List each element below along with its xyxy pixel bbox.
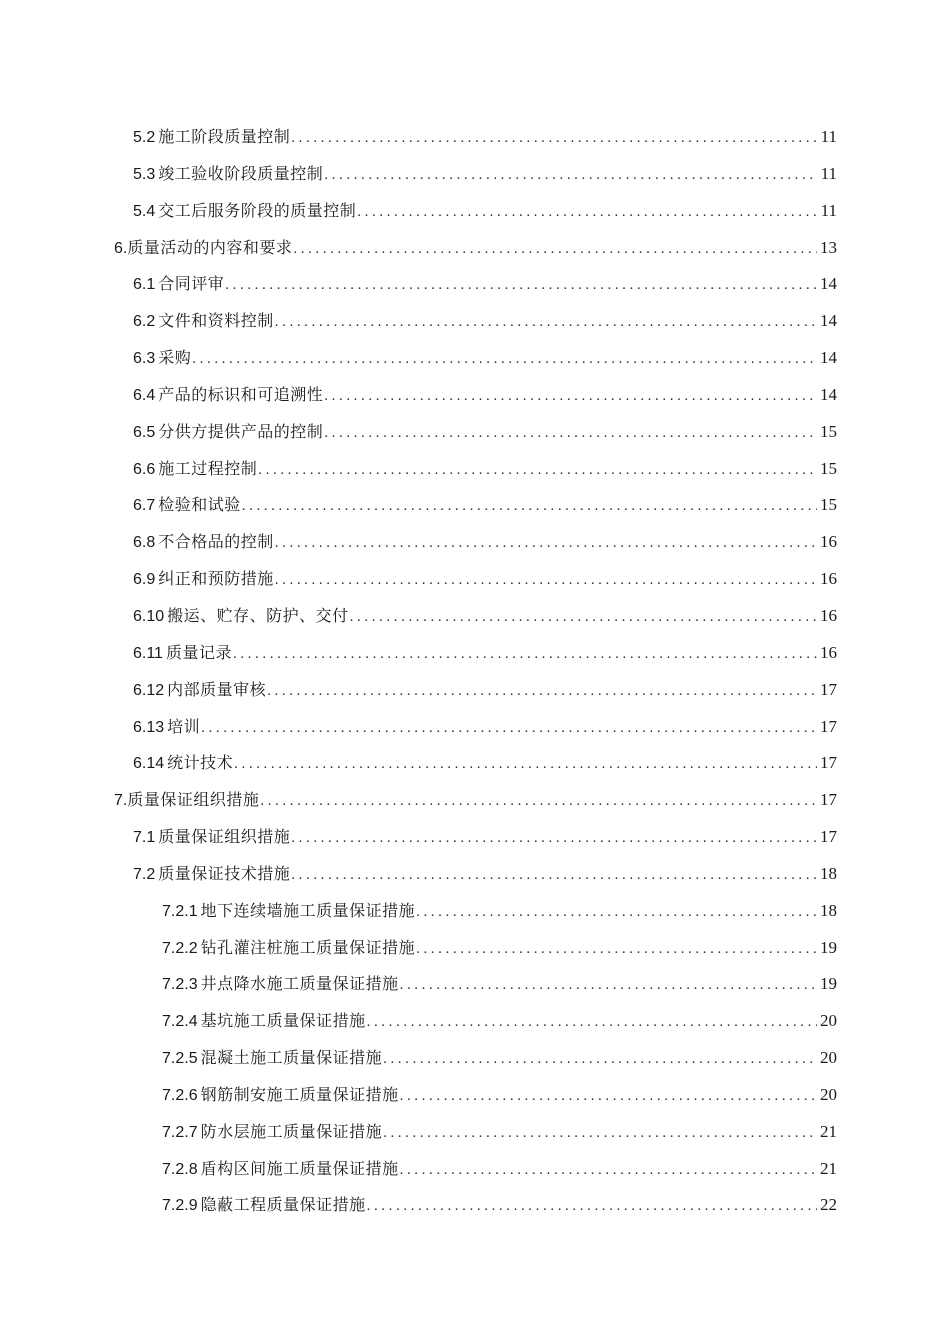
toc-title: 质量活动的内容和要求 bbox=[127, 237, 293, 257]
toc-title: 产品的标识和可追溯性 bbox=[158, 384, 324, 404]
toc-title: 混凝土施工质量保证措施 bbox=[200, 1048, 383, 1068]
toc-title: 钻孔灌注桩施工质量保证措施 bbox=[200, 937, 416, 957]
toc-entry-6-8[interactable] bbox=[0, 524, 950, 561]
toc-entry-5-2[interactable] bbox=[0, 119, 950, 156]
toc-number: 7.2.7 bbox=[162, 1123, 198, 1141]
toc-page-number: 14 bbox=[820, 384, 837, 404]
toc-page-number: 17 bbox=[820, 679, 837, 699]
toc-title: 合同评审 bbox=[158, 274, 225, 294]
toc-entry-7[interactable] bbox=[0, 782, 950, 819]
dot-leader bbox=[416, 894, 817, 930]
toc-number: 5.4 bbox=[133, 202, 156, 220]
toc-number: 7.2 bbox=[133, 865, 156, 883]
toc-number: 6.5 bbox=[133, 423, 156, 441]
toc-title: 钢筋制安施工质量保证措施 bbox=[200, 1084, 399, 1104]
toc-number: 7.2.6 bbox=[162, 1086, 198, 1104]
toc-number: 6.10 bbox=[133, 607, 165, 625]
toc-page-number: 13 bbox=[820, 237, 837, 257]
toc-number: 6.14 bbox=[133, 755, 165, 773]
dot-leader bbox=[367, 1004, 817, 1040]
toc-page-number: 17 bbox=[820, 716, 837, 736]
toc-title: 防水层施工质量保证措施 bbox=[200, 1121, 383, 1141]
toc-title: 质量保证组织措施 bbox=[127, 790, 260, 810]
toc-page-number: 17 bbox=[820, 827, 837, 847]
toc-title: 基坑施工质量保证措施 bbox=[200, 1011, 366, 1031]
dot-leader bbox=[324, 378, 817, 414]
toc-title: 隐蔽工程质量保证措施 bbox=[200, 1195, 366, 1215]
toc-title: 统计技术 bbox=[167, 753, 234, 773]
dot-leader bbox=[233, 636, 817, 672]
toc-entry-7-2-3[interactable] bbox=[0, 966, 950, 1003]
toc-entry-6-12[interactable] bbox=[0, 672, 950, 709]
toc-title: 地下连续墙施工质量保证措施 bbox=[200, 900, 416, 920]
toc-number: 6.7 bbox=[133, 497, 156, 515]
toc-number: 6.3 bbox=[133, 350, 156, 368]
toc-title: 质量保证技术措施 bbox=[158, 863, 291, 883]
toc-page-number: 17 bbox=[820, 790, 837, 810]
toc-number: 6.9 bbox=[133, 571, 156, 589]
toc-number: 7.2.1 bbox=[162, 902, 198, 920]
dot-leader bbox=[260, 783, 817, 819]
toc-title: 质量记录 bbox=[165, 642, 232, 662]
table-of-contents bbox=[0, 119, 950, 1224]
toc-entry-5-3[interactable] bbox=[0, 156, 950, 193]
toc-page-number: 16 bbox=[820, 569, 837, 589]
toc-entry-6-11[interactable] bbox=[0, 635, 950, 672]
toc-page-number: 21 bbox=[820, 1121, 837, 1141]
toc-entry-7-2-9[interactable] bbox=[0, 1187, 950, 1224]
toc-entry-6-4[interactable] bbox=[0, 377, 950, 414]
toc-page-number: 15 bbox=[820, 458, 837, 478]
toc-title: 竣工验收阶段质量控制 bbox=[158, 163, 324, 183]
toc-number: 6. bbox=[114, 239, 128, 257]
toc-number: 7. bbox=[114, 792, 128, 810]
toc-title: 内部质量审核 bbox=[167, 679, 267, 699]
toc-page-number: 14 bbox=[820, 274, 837, 294]
toc-page-number: 18 bbox=[820, 900, 837, 920]
dot-leader bbox=[225, 267, 817, 303]
toc-page-number: 20 bbox=[820, 1084, 837, 1104]
toc-page-number: 14 bbox=[820, 311, 837, 331]
toc-page-number: 17 bbox=[820, 753, 837, 773]
dot-leader bbox=[400, 1078, 817, 1114]
dot-leader bbox=[400, 967, 817, 1003]
dot-leader bbox=[234, 746, 817, 782]
toc-page-number: 16 bbox=[820, 642, 837, 662]
toc-entry-7-2[interactable] bbox=[0, 856, 950, 893]
toc-number: 7.2.8 bbox=[162, 1160, 198, 1178]
toc-entry-6[interactable] bbox=[0, 230, 950, 267]
dot-leader bbox=[416, 931, 817, 967]
dot-leader bbox=[324, 157, 817, 193]
dot-leader bbox=[291, 857, 817, 893]
toc-entry-6-6[interactable] bbox=[0, 451, 950, 488]
toc-page-number: 11 bbox=[820, 200, 837, 220]
toc-entry-7-2-1[interactable] bbox=[0, 893, 950, 930]
dot-leader bbox=[291, 820, 817, 856]
toc-title: 采购 bbox=[158, 348, 192, 368]
dot-leader bbox=[293, 231, 817, 267]
toc-title: 质量保证组织措施 bbox=[158, 827, 291, 847]
toc-entry-7-2-8[interactable] bbox=[0, 1151, 950, 1188]
toc-entry-6-10[interactable] bbox=[0, 598, 950, 635]
toc-page-number: 11 bbox=[820, 163, 837, 183]
toc-entry-6-2[interactable] bbox=[0, 303, 950, 340]
toc-number: 7.1 bbox=[133, 829, 156, 847]
dot-leader bbox=[275, 562, 817, 598]
toc-entry-7-2-2[interactable] bbox=[0, 930, 950, 967]
toc-entry-7-2-4[interactable] bbox=[0, 1003, 950, 1040]
toc-entry-7-2-6[interactable] bbox=[0, 1077, 950, 1114]
toc-number: 6.8 bbox=[133, 534, 156, 552]
dot-leader bbox=[201, 710, 817, 746]
dot-leader bbox=[350, 599, 817, 635]
toc-title: 纠正和预防措施 bbox=[158, 569, 274, 589]
toc-number: 7.2.4 bbox=[162, 1013, 198, 1031]
toc-title: 检验和试验 bbox=[158, 495, 241, 515]
dot-leader bbox=[383, 1041, 817, 1077]
dot-leader bbox=[258, 452, 817, 488]
toc-title: 培训 bbox=[167, 716, 201, 736]
toc-page-number: 21 bbox=[820, 1158, 837, 1178]
toc-title: 施工过程控制 bbox=[158, 458, 258, 478]
toc-title: 施工阶段质量控制 bbox=[158, 127, 291, 146]
dot-leader bbox=[267, 673, 817, 709]
toc-number: 6.1 bbox=[133, 276, 156, 294]
dot-leader bbox=[400, 1152, 817, 1188]
toc-number: 6.13 bbox=[133, 718, 165, 736]
toc-number: 7.2.5 bbox=[162, 1050, 198, 1068]
toc-page-number: 19 bbox=[820, 974, 837, 994]
toc-number: 7.2.2 bbox=[162, 939, 198, 957]
toc-entry-6-3[interactable] bbox=[0, 340, 950, 377]
toc-title: 分供方提供产品的控制 bbox=[158, 421, 324, 441]
toc-number: 6.11 bbox=[133, 644, 163, 662]
toc-page-number: 19 bbox=[820, 937, 837, 957]
toc-title: 搬运、贮存、防护、交付 bbox=[167, 605, 349, 625]
toc-entry-7-2-5[interactable] bbox=[0, 1040, 950, 1077]
toc-title: 交工后服务阶段的质量控制 bbox=[158, 200, 357, 220]
toc-number: 7.2.3 bbox=[162, 976, 198, 994]
toc-title: 井点降水施工质量保证措施 bbox=[200, 974, 399, 994]
toc-number: 6.6 bbox=[133, 460, 156, 478]
toc-number: 6.2 bbox=[133, 313, 156, 331]
toc-entry-6-13[interactable] bbox=[0, 709, 950, 746]
toc-page-number: 22 bbox=[820, 1195, 837, 1215]
toc-page-number: 11 bbox=[820, 127, 837, 146]
toc-number: 6.4 bbox=[133, 386, 156, 404]
toc-entry-7-1[interactable] bbox=[0, 819, 950, 856]
toc-page-number: 16 bbox=[820, 605, 837, 625]
toc-page-number: 14 bbox=[820, 348, 837, 368]
toc-entry-6-7[interactable] bbox=[0, 487, 950, 524]
dot-leader bbox=[324, 415, 817, 451]
dot-leader bbox=[192, 341, 817, 377]
toc-entry-6-1[interactable] bbox=[0, 266, 950, 303]
toc-page-number: 18 bbox=[820, 863, 837, 883]
toc-entry-6-9[interactable] bbox=[0, 561, 950, 598]
toc-page-number: 15 bbox=[820, 421, 837, 441]
toc-page-number: 20 bbox=[820, 1048, 837, 1068]
toc-number: 6.12 bbox=[133, 681, 165, 699]
toc-number: 5.2 bbox=[133, 129, 156, 146]
toc-title: 文件和资料控制 bbox=[158, 311, 274, 331]
toc-entry-7-2-7[interactable] bbox=[0, 1114, 950, 1151]
dot-leader bbox=[242, 488, 817, 524]
dot-leader bbox=[291, 120, 817, 156]
dot-leader bbox=[357, 194, 817, 230]
toc-entry-6-5[interactable] bbox=[0, 414, 950, 451]
dot-leader bbox=[275, 304, 817, 340]
toc-page-number: 20 bbox=[820, 1011, 837, 1031]
dot-leader bbox=[383, 1115, 817, 1151]
toc-entry-6-14[interactable] bbox=[0, 745, 950, 782]
toc-title: 不合格品的控制 bbox=[158, 532, 274, 552]
toc-title: 盾构区间施工质量保证措施 bbox=[200, 1158, 399, 1178]
toc-page-number: 15 bbox=[820, 495, 837, 515]
toc-number: 7.2.9 bbox=[162, 1197, 198, 1215]
toc-entry-5-4[interactable] bbox=[0, 193, 950, 230]
dot-leader bbox=[275, 525, 817, 561]
dot-leader bbox=[367, 1188, 817, 1224]
toc-number: 5.3 bbox=[133, 165, 156, 183]
toc-page-number: 16 bbox=[820, 532, 837, 552]
